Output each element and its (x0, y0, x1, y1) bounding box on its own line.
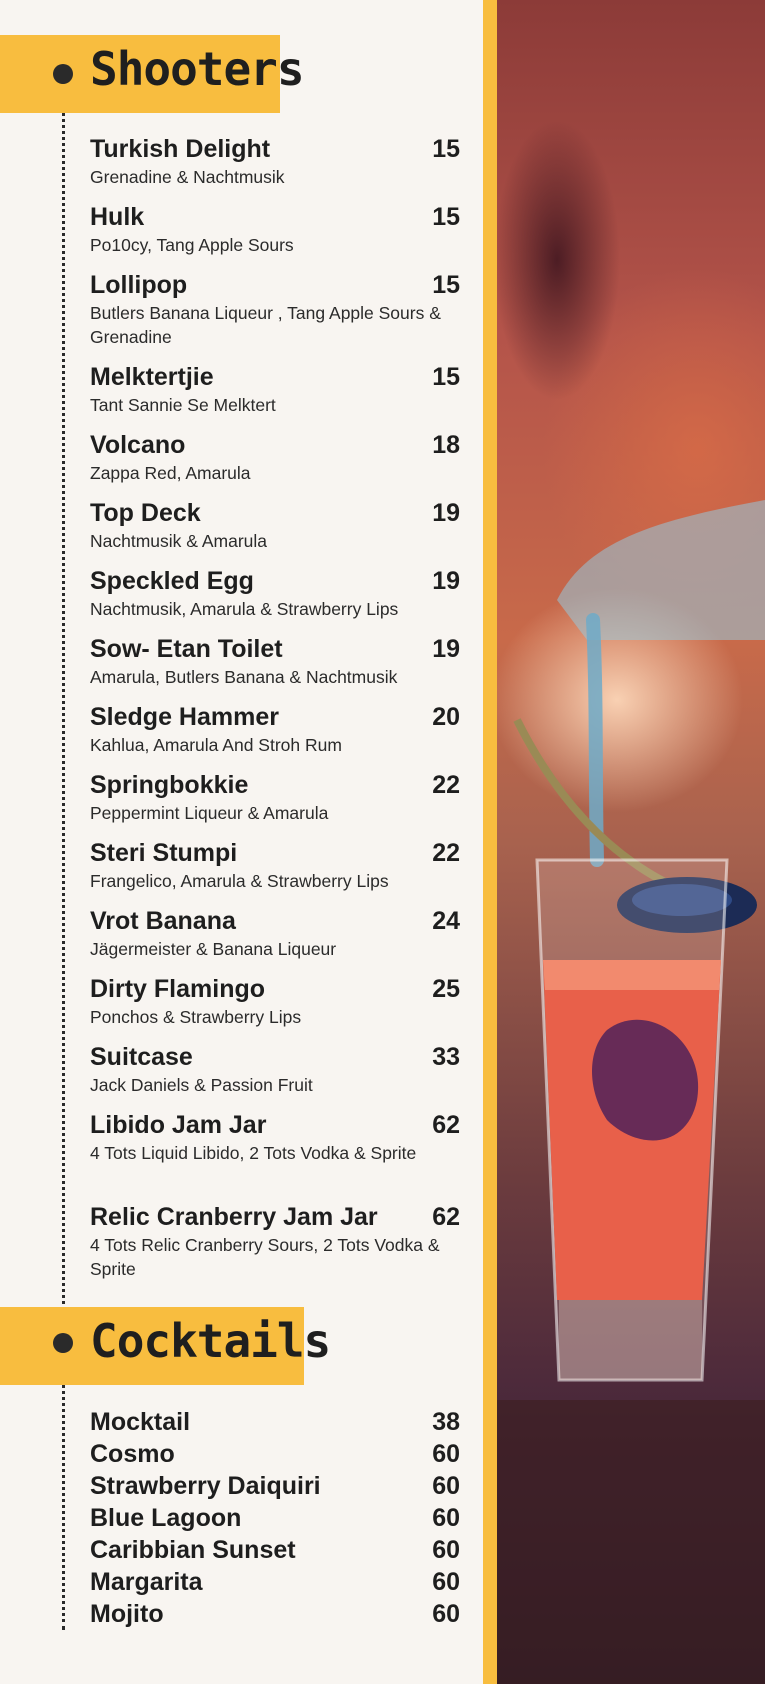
item-price: 19 (432, 567, 460, 595)
menu-item (90, 567, 460, 621)
item-price: 18 (432, 431, 460, 459)
cocktail-item (90, 1440, 460, 1469)
item-name: Sow- Etan Toilet (90, 635, 283, 663)
menu-item (90, 1203, 460, 1281)
item-description: 4 Tots Relic Cranberry Sours, 2 Tots Vodka & Sprite (90, 1235, 440, 1279)
item-description: Tant Sannie Se Melktert (90, 395, 276, 415)
menu-item-row (90, 635, 460, 664)
item-price: 60 (432, 1536, 460, 1564)
accent-stripe (483, 0, 497, 1684)
menu-item (90, 431, 460, 485)
item-name: Steri Stumpi (90, 839, 238, 867)
item-price: 19 (432, 499, 460, 527)
item-name: Speckled Egg (90, 567, 254, 595)
menu-item-row (90, 271, 460, 300)
item-price: 15 (432, 135, 460, 163)
item-price: 15 (432, 363, 460, 391)
item-price: 22 (432, 771, 460, 799)
shot-glass-pour-photo (497, 0, 765, 1684)
item-name: Suitcase (90, 1043, 193, 1071)
item-price: 19 (432, 635, 460, 663)
item-price: 20 (432, 703, 460, 731)
menu-item (90, 271, 460, 349)
item-price: 60 (432, 1504, 460, 1532)
shot-glass-illustration (497, 0, 765, 1684)
item-name: Hulk (90, 203, 145, 231)
item-price: 60 (432, 1568, 460, 1596)
menu-item (90, 975, 460, 1029)
menu-item (90, 771, 460, 825)
menu-item (90, 635, 460, 689)
menu-item (90, 203, 460, 257)
item-name: Top Deck (90, 499, 201, 527)
item-description: Nachtmusik, Amarula & Strawberry Lips (90, 599, 399, 619)
item-name: Lollipop (90, 271, 188, 299)
item-name: Vrot Banana (90, 907, 236, 935)
section-title-shooters: Shooters (90, 42, 304, 96)
menu-item-row (90, 363, 460, 392)
menu-item (90, 1111, 460, 1165)
item-description: Frangelico, Amarula & Strawberry Lips (90, 871, 389, 891)
menu-item-row (90, 907, 460, 936)
item-price: 60 (432, 1600, 460, 1628)
section-title-cocktails: Cocktails (90, 1314, 331, 1368)
menu-item (90, 363, 460, 417)
menu-item-row (90, 975, 460, 1004)
item-name: Mojito (90, 1600, 164, 1628)
item-name: Turkish Delight (90, 135, 271, 163)
menu-item-row (90, 839, 460, 868)
item-price: 33 (432, 1043, 460, 1071)
item-description: Peppermint Liqueur & Amarula (90, 803, 329, 823)
menu-item-row (90, 499, 460, 528)
item-name: Strawberry Daiquiri (90, 1472, 321, 1500)
item-name: Blue Lagoon (90, 1504, 242, 1532)
menu-item (90, 499, 460, 553)
menu-item-row (90, 771, 460, 800)
menu-item-row (90, 1043, 460, 1072)
item-price: 25 (432, 975, 460, 1003)
menu-item-row (90, 567, 460, 596)
item-name: Melktertjie (90, 363, 214, 391)
item-price: 62 (432, 1111, 460, 1139)
cocktail-item (90, 1568, 460, 1597)
cocktail-item (90, 1600, 460, 1629)
menu-item-row (90, 431, 460, 460)
item-description: Kahlua, Amarula And Stroh Rum (90, 735, 342, 755)
menu-item (90, 839, 460, 893)
item-price: 15 (432, 271, 460, 299)
item-description: Ponchos & Strawberry Lips (90, 1007, 302, 1027)
bullet-dot-icon (53, 1333, 73, 1353)
item-name: Caribbian Sunset (90, 1536, 296, 1564)
item-description: Jack Daniels & Passion Fruit (90, 1075, 313, 1095)
item-price: 38 (432, 1408, 460, 1436)
item-name: Dirty Flamingo (90, 975, 266, 1003)
cocktail-item (90, 1504, 460, 1533)
item-price: 60 (432, 1440, 460, 1468)
item-price: 22 (432, 839, 460, 867)
menu-item (90, 1043, 460, 1097)
menu-item (90, 907, 460, 961)
item-price: 15 (432, 203, 460, 231)
menu-item-row (90, 203, 460, 232)
item-description: 4 Tots Liquid Libido, 2 Tots Vodka & Sprite (90, 1143, 417, 1163)
menu-item-row (90, 703, 460, 732)
item-name: Mocktail (90, 1408, 191, 1436)
menu-item-row (90, 1111, 460, 1140)
item-name: Relic Cranberry Jam Jar (90, 1203, 378, 1231)
item-name: Cosmo (90, 1440, 175, 1468)
item-description: Nachtmusik & Amarula (90, 531, 268, 551)
menu-item (90, 135, 460, 189)
item-description: Butlers Banana Liqueur , Tang Apple Sours & Grenadine (90, 303, 441, 347)
item-price: 60 (432, 1472, 460, 1500)
item-price: 62 (432, 1203, 460, 1231)
item-description: Amarula, Butlers Banana & Nachtmusik (90, 667, 398, 687)
item-description: Zappa Red, Amarula (90, 463, 251, 483)
item-name: Volcano (90, 431, 186, 459)
cocktail-item (90, 1408, 460, 1437)
cocktail-item (90, 1472, 460, 1501)
item-name: Springbokkie (90, 771, 249, 799)
item-name: Libido Jam Jar (90, 1111, 267, 1139)
item-description: Grenadine & Nachtmusik (90, 167, 285, 187)
item-description: Po10cy, Tang Apple Sours (90, 235, 294, 255)
bullet-dot-icon (53, 64, 73, 84)
item-description: Jägermeister & Banana Liqueur (90, 939, 337, 959)
item-name: Margarita (90, 1568, 203, 1596)
menu-item (90, 703, 460, 757)
menu-item-row (90, 135, 460, 164)
item-price: 24 (432, 907, 460, 935)
item-name: Sledge Hammer (90, 703, 279, 731)
menu-item-row (90, 1203, 460, 1232)
cocktail-item (90, 1536, 460, 1565)
dotted-timeline (62, 70, 65, 1630)
